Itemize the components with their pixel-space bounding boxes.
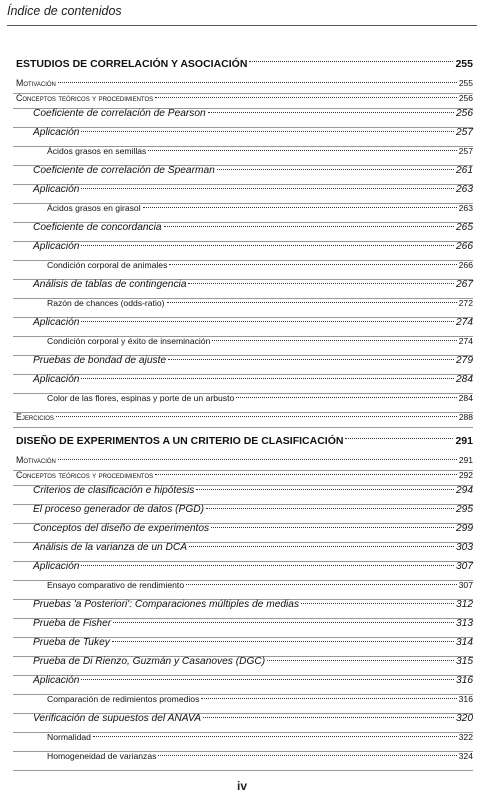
toc-entry-page: 303	[456, 542, 473, 553]
toc-entry-page: 274	[458, 336, 473, 346]
toc-entry-title: Aplicación	[33, 241, 80, 252]
dot-leader	[81, 131, 454, 132]
toc-entry-page: 267	[456, 279, 473, 290]
toc-entry[interactable]	[0, 412, 484, 427]
dot-leader	[188, 283, 454, 284]
toc-entry[interactable]	[0, 355, 484, 374]
toc-entry[interactable]	[0, 427, 484, 455]
toc-entry[interactable]	[0, 694, 484, 713]
dot-leader	[164, 226, 454, 227]
dot-leader	[81, 565, 454, 566]
page-header-title: Índice de contenidos	[7, 4, 122, 18]
dot-leader	[56, 416, 457, 417]
dot-leader	[203, 717, 454, 718]
dot-leader	[167, 302, 457, 303]
toc-entry-title: Análisis de la varianza de un DCA	[33, 542, 188, 553]
toc-entry-title: Aplicación	[33, 317, 80, 328]
toc-entry[interactable]	[0, 675, 484, 694]
toc-entry-page: 322	[458, 732, 473, 742]
dot-leader	[189, 546, 454, 547]
toc-entry[interactable]	[0, 523, 484, 542]
toc-entry-title: Aplicación	[33, 675, 80, 686]
dot-leader	[345, 438, 453, 439]
dot-leader	[155, 474, 457, 475]
toc-entry-title: Prueba de Di Rienzo, Guzmán y Casanoves (DGC)	[33, 656, 266, 667]
toc-entry[interactable]	[0, 241, 484, 260]
toc-entry[interactable]	[0, 470, 484, 485]
dot-leader	[201, 698, 456, 699]
toc-entry-title: Conceptos del diseño de experimentos	[33, 523, 210, 534]
toc-entry-page: 291	[455, 435, 473, 447]
toc-entry-page: 257	[458, 146, 473, 156]
dot-leader	[58, 459, 457, 460]
toc-entry-page: 291	[458, 455, 473, 465]
dot-leader	[208, 112, 454, 113]
dot-leader	[301, 603, 454, 604]
dot-leader	[186, 584, 457, 585]
toc-entry[interactable]	[0, 184, 484, 203]
toc-entry-page: 314	[456, 637, 473, 648]
toc-entry-title: Conceptos teóricos y procedimientos	[16, 470, 154, 480]
dot-leader	[143, 207, 457, 208]
toc-entry-page: 294	[456, 485, 473, 496]
toc-entry[interactable]	[0, 580, 484, 599]
toc-entry-title: Ensayo comparativo de rendimiento	[47, 580, 185, 590]
toc-entry-title: El proceso generador de datos (PGD)	[33, 504, 205, 515]
toc-entry[interactable]	[0, 146, 484, 165]
toc-entry-title: Prueba de Tukey	[33, 637, 110, 648]
toc-entry-title: Motivación	[16, 455, 56, 465]
toc-entry[interactable]	[0, 78, 484, 93]
toc-entry-title: Homogeneidad de varianzas	[47, 751, 157, 761]
toc-entry-title: Análisis de tablas de contingencia	[33, 279, 187, 290]
toc-entry-page: 274	[456, 317, 473, 328]
dot-leader	[112, 641, 454, 642]
toc-entry[interactable]	[0, 485, 484, 504]
toc-entry-title: Criterios de clasificación e hipótesis	[33, 485, 195, 496]
dot-leader	[211, 527, 454, 528]
toc-entry-title: Normalidad	[47, 732, 91, 742]
toc-entry-title: Coeficiente de concordancia	[33, 222, 162, 233]
toc-entry[interactable]	[0, 732, 484, 751]
toc-entry-page: 255	[458, 78, 473, 88]
toc-entry-title: DISEÑO DE EXPERIMENTOS A UN CRITERIO DE CLASIFICACIÓN	[16, 435, 344, 447]
toc-entry-title: Condición corporal y éxito de inseminación	[47, 336, 211, 346]
toc-entry-title: Prueba de Fisher	[33, 618, 112, 629]
toc-entry-page: 312	[456, 599, 473, 610]
dot-leader	[81, 321, 454, 322]
toc-entry-page: 255	[455, 58, 473, 70]
toc-entry-page: 266	[458, 260, 473, 270]
dot-leader	[113, 622, 454, 623]
toc-entry-title: Aplicación	[33, 374, 80, 385]
toc-entry-page: 292	[458, 470, 473, 480]
toc-entry[interactable]	[0, 222, 484, 241]
toc-entry[interactable]	[0, 637, 484, 656]
page-number: iv	[236, 779, 247, 793]
toc-entry[interactable]	[0, 374, 484, 393]
dot-leader	[168, 359, 454, 360]
toc-entry-page: 284	[456, 374, 473, 385]
toc-entry-title: ESTUDIOS DE CORRELACIÓN Y ASOCIACIÓN	[16, 58, 248, 70]
toc-entry[interactable]	[0, 127, 484, 146]
toc-entry-title: Coeficiente de correlación de Pearson	[33, 108, 206, 119]
dot-leader	[158, 755, 456, 756]
toc-entry[interactable]	[0, 656, 484, 675]
dot-leader	[267, 660, 454, 661]
dot-leader	[81, 679, 454, 680]
toc-entry-page: 315	[456, 656, 473, 667]
toc-entry-title: Ácidos grasos en semillas	[47, 146, 147, 156]
toc-entry-page: 272	[458, 298, 473, 308]
toc-entry-title: Verificación de supuestos del ANAVA	[33, 713, 202, 724]
toc-entry-title: Ácidos grasos en girasol	[47, 203, 141, 213]
toc-entry-page: 257	[456, 127, 473, 138]
toc-entry[interactable]	[0, 751, 484, 770]
toc-entry-page: 284	[458, 393, 473, 403]
toc-entry[interactable]	[0, 165, 484, 184]
dot-leader	[196, 489, 454, 490]
toc-entry-page: 307	[458, 580, 473, 590]
toc-entry-title: Conceptos teóricos y procedimientos	[16, 93, 154, 103]
toc-entry-page: 261	[456, 165, 473, 176]
toc-entry[interactable]	[0, 298, 484, 317]
toc-entry[interactable]	[0, 393, 484, 412]
toc-entry-page: 320	[456, 713, 473, 724]
dot-leader	[217, 169, 454, 170]
dot-leader	[236, 397, 456, 398]
dot-leader	[81, 188, 454, 189]
toc-entry[interactable]	[0, 93, 484, 108]
toc-entry-page: 279	[456, 355, 473, 366]
toc-entry[interactable]	[0, 50, 484, 78]
toc-entry-page: 316	[456, 675, 473, 686]
toc-entry-page: 307	[456, 561, 473, 572]
toc-entry-page: 324	[458, 751, 473, 761]
toc-entry-page: 265	[456, 222, 473, 233]
toc-entry[interactable]	[0, 260, 484, 279]
toc-entry[interactable]	[0, 455, 484, 470]
toc-entry-title: Coeficiente de correlación de Spearman	[33, 165, 215, 176]
toc-entry[interactable]	[0, 504, 484, 523]
toc-entry-title: Color de las flores, espinas y porte de un arbusto	[47, 393, 235, 403]
toc-entry-page: 263	[456, 184, 473, 195]
toc-entry-title: Aplicación	[33, 127, 80, 138]
toc-entry-page: 299	[456, 523, 473, 534]
toc-entry-title: Razón de chances (odds-ratio)	[47, 298, 165, 308]
toc-entry-page: 288	[458, 412, 473, 422]
toc-entry-title: Pruebas de bondad de ajuste	[33, 355, 167, 366]
toc-entry[interactable]	[0, 618, 484, 637]
toc-entry[interactable]	[0, 108, 484, 127]
toc-entry-page: 295	[456, 504, 473, 515]
toc-entry[interactable]	[0, 713, 484, 732]
toc-entry[interactable]	[0, 279, 484, 298]
toc-entry[interactable]	[0, 317, 484, 336]
dot-leader	[155, 97, 457, 98]
toc-entry-page: 266	[456, 241, 473, 252]
toc-entry[interactable]	[0, 561, 484, 580]
toc-entry-page: 316	[458, 694, 473, 704]
dot-leader	[58, 82, 457, 83]
toc-entry-page: 256	[458, 93, 473, 103]
toc-entry-page: 263	[458, 203, 473, 213]
toc-entry-title: Ejercicios	[16, 412, 54, 422]
dot-leader	[81, 245, 454, 246]
toc-entry[interactable]	[0, 336, 484, 355]
toc-entry-page: 256	[456, 108, 473, 119]
toc-entry-page: 313	[456, 618, 473, 629]
dot-leader	[169, 264, 456, 265]
toc-entry[interactable]	[0, 542, 484, 561]
dot-leader	[93, 736, 457, 737]
toc-entry-title: Condición corporal de animales	[47, 260, 168, 270]
toc-entry-title: Pruebas 'a Posteriori': Comparaciones múltiples de medias	[33, 599, 300, 610]
toc-entry-title: Aplicación	[33, 184, 80, 195]
toc-entry-title: Aplicación	[33, 561, 80, 572]
dot-leader	[212, 340, 456, 341]
table-of-contents	[0, 50, 484, 770]
toc-entry-title: Motivación	[16, 78, 56, 88]
toc-entry[interactable]	[0, 203, 484, 222]
dot-leader	[206, 508, 454, 509]
toc-entry[interactable]	[0, 599, 484, 618]
dot-leader	[81, 378, 454, 379]
header-rule	[7, 25, 477, 26]
toc-entry-title: Comparación de redimientos promedios	[47, 694, 200, 704]
dot-leader	[148, 150, 456, 151]
dot-leader	[249, 61, 453, 62]
